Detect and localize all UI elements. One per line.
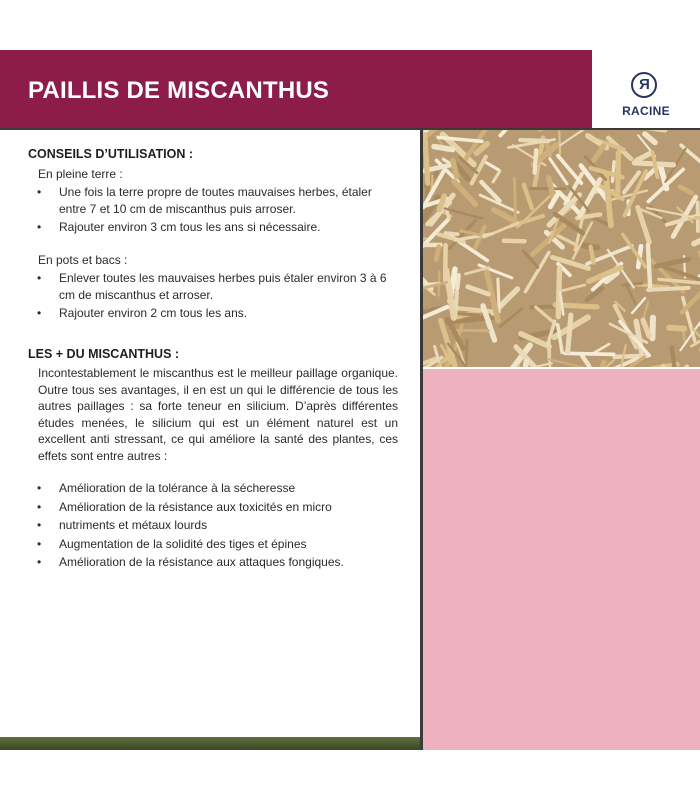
racine-r-icon: R (631, 72, 657, 98)
list-item: • Amélioration de la résistance aux attaques fongiques. (28, 554, 398, 571)
grass-strip (0, 737, 420, 750)
list-item: • Rajouter environ 2 cm tous les ans. (28, 305, 398, 322)
list-item: • Enlever toutes les mauvaises herbes puis étaler environ 3 à 6 cm de miscanthus et arroser. (28, 270, 398, 303)
list-item: • Augmentation de la solidité des tiges et épines (28, 536, 398, 553)
pleine-terre-label: En pleine terre : (38, 166, 123, 181)
list-item: • Rajouter environ 3 cm tous les ans si nécessaire. (28, 219, 398, 236)
benefits-list (28, 480, 398, 571)
list-item: • Une fois la terre propre de toutes mauvaises herbes, étaler entre 7 et 10 cm de miscanthus puis arroser. (28, 184, 398, 217)
list-item: • nutriments et métaux lourds (28, 517, 398, 534)
plus-paragraph: Incontestablement le miscanthus est le meilleur paillage organique. Outre tous ses avantages, il en est un qui le différencie de tous les autres paillages : sa forte teneur en silicium. D’après différentes études menées, le silicium qui est un élément naturel est un excellent anti stressant, ce qui améliore la santé des plantes, ces effets sont entre autres : (38, 366, 398, 463)
list-item: • Amélioration de la résistance aux toxicités en micro (28, 499, 398, 516)
plus-heading: LES + DU MISCANTHUS : (28, 346, 180, 361)
racine-logo (592, 50, 700, 128)
conseils-heading: CONSEILS D’UTILISATION : (28, 147, 194, 161)
pleine-terre-list (28, 184, 398, 236)
mulch-texture (423, 130, 700, 367)
pink-panel (423, 369, 700, 750)
logo-name: RACINE (622, 104, 670, 118)
list-item: • Amélioration de la tolérance à la sécheresse (28, 480, 398, 497)
miscanthus-mulch-photo (423, 130, 700, 367)
pots-label: En pots et bacs : (38, 252, 128, 267)
title-banner (0, 50, 592, 128)
text-column (28, 146, 398, 573)
pots-list (28, 270, 398, 322)
page-title: PAILLIS DE MISCANTHUS (28, 77, 330, 104)
